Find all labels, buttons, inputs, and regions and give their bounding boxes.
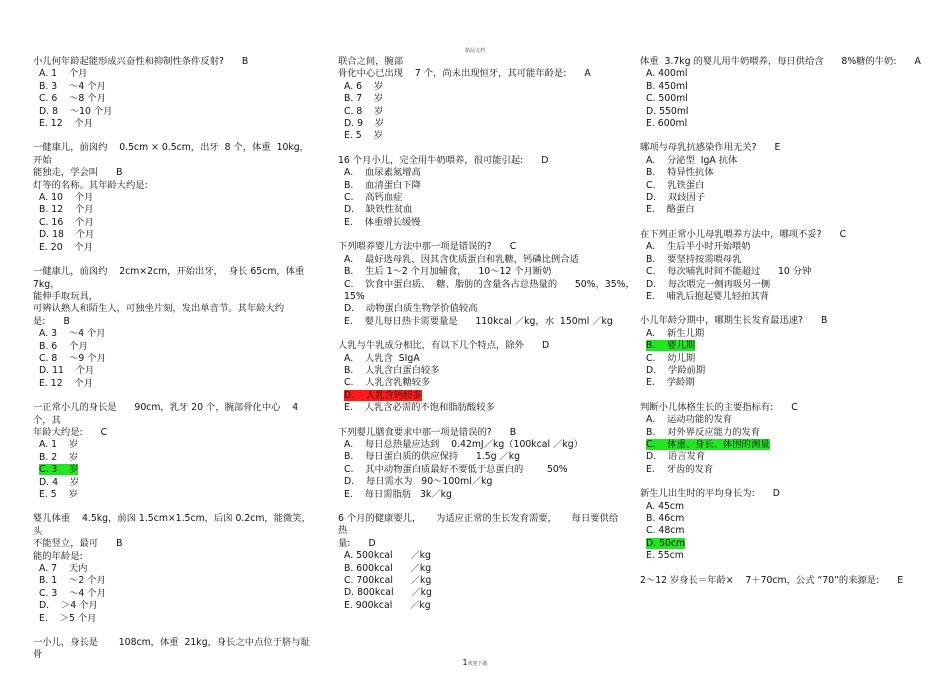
option-text: C. 6 ～8 个月 bbox=[39, 93, 106, 105]
option-text: D. 缺铁性贫血 bbox=[344, 204, 413, 216]
option-item bbox=[640, 414, 922, 426]
option-item bbox=[640, 279, 922, 291]
option-item bbox=[33, 600, 315, 612]
question-stem bbox=[338, 241, 620, 253]
option-item bbox=[338, 316, 620, 328]
highlighted-option-text: C. 体重、身长、体围的测量 bbox=[646, 438, 770, 450]
option-text: C. 8 ～9 个月 bbox=[39, 352, 106, 364]
option-text: E. 哺乳后抱起婴儿轻拍其背 bbox=[646, 290, 769, 302]
option-text: E. ＞5 个月 bbox=[39, 612, 97, 624]
question-block bbox=[33, 142, 315, 254]
option-text: B. 1 ～2 个月 bbox=[39, 575, 106, 587]
option-text: C. 500ml bbox=[646, 93, 688, 105]
option-item bbox=[33, 563, 315, 575]
question-stem bbox=[640, 488, 922, 500]
option-text: E. 5 岁 bbox=[39, 489, 78, 500]
option-item bbox=[640, 365, 922, 377]
option-text: B. 每日蛋白质的供应保持 1.5g ／kg bbox=[344, 451, 521, 463]
option-text: D. 9 岁 bbox=[344, 118, 385, 130]
option-text: B. 对外界反应能力的发育 bbox=[646, 426, 761, 438]
option-item bbox=[33, 378, 315, 390]
answer-letter: B bbox=[116, 167, 123, 179]
question-stem bbox=[33, 316, 315, 328]
question-stem bbox=[33, 167, 315, 179]
option-item bbox=[640, 155, 922, 167]
question-text: 年龄大约是: bbox=[33, 426, 83, 438]
question-text: 骨化中心已出现 7 个，尚未出现恒牙，其可能年龄是: bbox=[338, 68, 567, 80]
option-item bbox=[338, 130, 620, 142]
option-text: A. 6 岁 bbox=[344, 80, 384, 92]
question-text: 可辨认熟人和陌生人，可独坐片刻，发出单音节。其年龄大约 bbox=[33, 303, 285, 315]
option-text: E. 900kcal ／kg bbox=[344, 599, 431, 611]
option-item bbox=[338, 81, 620, 93]
option-item bbox=[338, 365, 620, 377]
question-block bbox=[33, 402, 315, 501]
question-text: 联合之间，腕部 bbox=[338, 56, 404, 67]
answer-letter: B bbox=[116, 538, 123, 550]
question-stem bbox=[33, 266, 315, 291]
option-text: A. 最好选母乳，因其含优质蛋白和乳糖，钙磷比例合适 bbox=[344, 253, 579, 265]
option-text: C. 高钙血症 bbox=[344, 192, 403, 204]
option-item bbox=[640, 254, 922, 266]
question-stem bbox=[338, 56, 620, 68]
page-header: 精品文档 bbox=[464, 48, 485, 54]
answer-letter: B bbox=[820, 315, 828, 327]
option-text: D. 11 个月 bbox=[39, 365, 95, 377]
question-block bbox=[338, 155, 620, 229]
option-text: A. 1 个月 bbox=[39, 68, 88, 80]
question-stem bbox=[640, 229, 922, 241]
question-text: 一健康儿，前囟约 2cm×2cm，开始出牙， 身长 65cm，体重 7kg， bbox=[33, 266, 308, 290]
question-block bbox=[33, 266, 315, 390]
question-text: 判断小儿体格生长的主要指标有: bbox=[640, 401, 774, 413]
question-stem bbox=[33, 538, 315, 550]
option-text: D. ＞4 个月 bbox=[39, 600, 98, 612]
option-text: E. 55cm bbox=[646, 550, 684, 562]
answer-letter: B bbox=[509, 426, 517, 438]
option-item bbox=[33, 242, 315, 254]
question-stem bbox=[338, 155, 620, 167]
question-stem bbox=[33, 56, 315, 68]
question-stem bbox=[640, 402, 922, 414]
option-text: A. 400ml bbox=[646, 68, 688, 80]
option-item bbox=[338, 291, 620, 303]
column-left bbox=[33, 56, 315, 674]
answer-letter: E bbox=[897, 574, 904, 586]
question-stem bbox=[33, 303, 315, 315]
question-block bbox=[338, 241, 635, 328]
option-text: B. 450ml bbox=[646, 80, 688, 92]
option-item bbox=[338, 278, 635, 291]
option-text: A. 500kcal ／kg bbox=[344, 550, 431, 562]
question-text: 16 个月小儿，完全用牛奶喂养，很可能引起: bbox=[338, 154, 524, 166]
option-item bbox=[338, 106, 620, 118]
option-text: D. 18 个月 bbox=[39, 229, 95, 241]
option-item bbox=[640, 328, 922, 340]
option-text: E. 婴儿每日热卡需要量是 110kcal ／kg，水 150ml ／kg bbox=[344, 315, 613, 327]
option-text: E. 人乳含必需的不饱和脂肪酸较多 bbox=[344, 402, 495, 414]
option-text: A. 分泌型 IgA 抗体 bbox=[646, 154, 738, 166]
option-item bbox=[640, 353, 922, 365]
option-item bbox=[640, 439, 922, 451]
question-text: 下列婴儿膳食要求中那一项是错误的? bbox=[338, 426, 492, 438]
option-text: C. 饮食中蛋白质、 糖、脂肪的含量各占总热量的 50%，35%， bbox=[344, 278, 635, 290]
option-item bbox=[338, 587, 620, 599]
option-text: E. 酪蛋白 bbox=[646, 204, 695, 216]
option-item bbox=[33, 81, 315, 93]
option-text: B. 12 个月 bbox=[39, 204, 94, 216]
question-text: 6 个月的健康婴儿， 为适应正常的生长发育需要， 每日要供给热 bbox=[338, 513, 619, 537]
question-text: 小儿年龄分期中，哪期生长发育最迅速? bbox=[640, 315, 803, 327]
option-item bbox=[640, 93, 922, 105]
answer-letter: B bbox=[241, 56, 249, 67]
question-text: 一小儿，身长是 108cm，体重 21kg，身长之中点位于脐与耻骨 bbox=[33, 637, 310, 661]
option-item bbox=[640, 266, 922, 278]
option-text: C. 其中动物蛋白质最好不要低于总蛋白的 50% bbox=[344, 463, 568, 475]
option-text: D. 语言发育 bbox=[646, 451, 706, 463]
question-stem bbox=[640, 575, 922, 587]
option-item bbox=[338, 489, 620, 501]
option-item bbox=[640, 464, 922, 476]
question-stem bbox=[640, 142, 922, 154]
question-stem bbox=[33, 402, 315, 427]
option-item bbox=[338, 204, 620, 216]
answer-letter: D bbox=[772, 488, 780, 500]
option-item bbox=[33, 477, 315, 489]
option-text: B. 血清蛋白下降 bbox=[344, 179, 421, 191]
option-text: E. 12 个月 bbox=[39, 118, 94, 130]
option-text: C. 人乳含乳糖较多 bbox=[344, 377, 431, 389]
question-stem bbox=[338, 427, 620, 439]
answer-letter: A bbox=[914, 56, 921, 67]
question-block bbox=[33, 513, 315, 625]
answer-letter: D bbox=[541, 154, 549, 166]
option-item bbox=[640, 538, 922, 550]
option-item bbox=[338, 254, 620, 266]
option-text: B. 3 ～4 个月 bbox=[39, 80, 106, 92]
option-item bbox=[640, 525, 922, 537]
option-item bbox=[640, 550, 922, 562]
option-item bbox=[338, 118, 620, 130]
option-text: E. 牙齿的发育 bbox=[646, 463, 714, 475]
option-text: C. 16 个月 bbox=[39, 216, 94, 228]
option-item bbox=[338, 167, 620, 179]
option-text: D. 每日需水为 90～100ml／kg bbox=[344, 476, 493, 488]
option-text: E. 学龄期 bbox=[646, 377, 695, 389]
option-item bbox=[338, 600, 620, 612]
option-item bbox=[640, 118, 922, 130]
question-text: 能独走，学会叫 bbox=[33, 167, 99, 179]
option-item bbox=[33, 588, 315, 600]
option-text: A. 新生儿期 bbox=[646, 327, 705, 339]
option-text: B. 特异性抗体 bbox=[646, 167, 714, 179]
question-stem bbox=[33, 427, 315, 439]
question-block bbox=[640, 142, 922, 216]
option-text: C. 3 ～4 个月 bbox=[39, 587, 106, 599]
question-text: 一健康儿，前囟约 0.5cm × 0.5cm，出牙 8 个，体重 10kg，开始 bbox=[33, 142, 309, 166]
answer-letter: C bbox=[100, 426, 108, 438]
column-right bbox=[640, 56, 922, 599]
option-text: A. 3 ～4 个月 bbox=[39, 328, 106, 340]
option-item bbox=[338, 192, 620, 204]
question-text: 下列喂养婴儿方法中那一项是错误的? bbox=[338, 241, 492, 253]
highlighted-option-text: B. 婴儿期 bbox=[646, 340, 696, 352]
question-text: 一正常小儿的身长是 90cm，乳牙 20 个，腕部骨化中心 4 个，其 bbox=[33, 402, 302, 426]
option-item bbox=[33, 452, 315, 464]
option-item bbox=[338, 390, 620, 402]
option-text: D. 双歧因子 bbox=[646, 192, 706, 204]
question-text: 婴儿体重 4.5kg，前囟 1.5cm×1.5cm，后囟 0.2cm，能微笑，头 bbox=[33, 513, 311, 537]
question-block bbox=[640, 229, 922, 303]
question-block bbox=[338, 427, 620, 501]
question-block bbox=[33, 56, 315, 130]
page-footer bbox=[0, 658, 950, 667]
option-item bbox=[33, 217, 315, 229]
question-block bbox=[640, 575, 922, 587]
answer-letter: C bbox=[509, 241, 517, 253]
option-item bbox=[640, 106, 922, 118]
option-text: D. 550ml bbox=[646, 105, 689, 117]
question-stem bbox=[338, 68, 620, 80]
option-item bbox=[33, 192, 315, 204]
option-item bbox=[33, 613, 315, 625]
answer-letter: D bbox=[368, 537, 376, 549]
option-item bbox=[33, 489, 315, 501]
option-text: C. 48cm bbox=[646, 525, 685, 537]
option-text: D. 4 岁 bbox=[39, 476, 80, 488]
option-item bbox=[338, 180, 620, 192]
option-item bbox=[33, 341, 315, 353]
answer-letter: D bbox=[541, 340, 550, 352]
answer-letter: E bbox=[774, 142, 781, 154]
question-stem bbox=[33, 513, 315, 538]
option-item bbox=[640, 241, 922, 253]
option-item bbox=[640, 204, 922, 216]
option-item bbox=[640, 513, 922, 525]
option-text: B. 2 岁 bbox=[39, 451, 79, 463]
question-block bbox=[640, 402, 922, 476]
option-item bbox=[33, 204, 315, 216]
option-item bbox=[33, 106, 315, 118]
option-item bbox=[338, 93, 620, 105]
option-text: D. 8 ～10 个月 bbox=[39, 105, 113, 117]
option-text: D. 学龄前期 bbox=[646, 364, 706, 376]
option-item bbox=[338, 303, 620, 315]
question-text: 在下列正常小儿母乳喂养方法中，哪项不妥? bbox=[640, 228, 822, 240]
option-item bbox=[338, 451, 620, 463]
option-text: E. 20 个月 bbox=[39, 241, 94, 253]
option-text: B. 生后 1～2 个月加辅食， 10～12 个月断奶 bbox=[344, 266, 552, 278]
question-text: 能伸手取玩具， bbox=[33, 290, 99, 302]
option-text: C. 幼儿期 bbox=[646, 352, 696, 364]
question-text: 能的年龄是: bbox=[33, 550, 83, 562]
option-text: E. 12 个月 bbox=[39, 377, 94, 389]
option-text: A. 人乳含 SIgA bbox=[344, 352, 420, 364]
option-item bbox=[640, 180, 922, 192]
question-text: 小儿何年龄起能形成兴奋性和抑制性条件反射? bbox=[33, 56, 224, 67]
option-text: E. 每日需脂肪 3k／kg bbox=[344, 488, 452, 500]
question-block bbox=[640, 56, 922, 130]
option-item bbox=[338, 476, 620, 488]
option-text: B. 46cm bbox=[646, 513, 685, 524]
highlighted-option-text: C. 3 岁 bbox=[39, 464, 79, 476]
option-item bbox=[33, 353, 315, 365]
question-text: 灯等的名称。其年龄大约是: bbox=[33, 179, 148, 191]
option-item bbox=[640, 501, 922, 513]
question-block bbox=[640, 488, 922, 562]
question-text: 是: bbox=[33, 315, 46, 327]
option-text: B. 要坚持按需喂母乳 bbox=[646, 253, 742, 265]
highlighted-option-text: D. 人乳含钙较多 bbox=[344, 389, 422, 401]
question-text: 哪项与母乳抗感染作用无关? bbox=[640, 142, 757, 154]
option-item bbox=[640, 451, 922, 463]
option-text: B. 6 个月 bbox=[39, 340, 88, 352]
question-text: 不能竖立，最可 bbox=[33, 538, 99, 550]
question-stem bbox=[338, 538, 620, 550]
option-item bbox=[338, 464, 620, 476]
option-item bbox=[640, 427, 922, 439]
option-item bbox=[33, 575, 315, 587]
question-text: 人乳与牛乳成分相比，有以下几个特点，除外 bbox=[338, 340, 524, 352]
option-item bbox=[338, 439, 620, 451]
option-text: A. 7 天内 bbox=[39, 563, 88, 575]
question-text: 2～12 岁身长＝年龄× 7＋70cm，公式 “70”的来源是: bbox=[640, 574, 880, 586]
option-item bbox=[33, 464, 315, 476]
option-item bbox=[338, 402, 620, 414]
question-text: 量: bbox=[338, 537, 351, 549]
option-text: D. 动物蛋白质生物学价值较高 bbox=[344, 303, 478, 315]
option-item bbox=[640, 377, 922, 389]
option-item bbox=[640, 81, 922, 93]
option-item bbox=[33, 328, 315, 340]
question-stem bbox=[33, 142, 315, 167]
highlighted-option-text: D. 50cm bbox=[646, 537, 686, 549]
option-text: E. 5 岁 bbox=[344, 130, 383, 142]
question-stem bbox=[640, 56, 922, 68]
option-item bbox=[338, 563, 620, 575]
option-item bbox=[640, 291, 922, 303]
option-text: E. 600ml bbox=[646, 118, 688, 130]
option-text: A. 血尿素氮增高 bbox=[344, 167, 421, 179]
option-item bbox=[338, 550, 620, 562]
option-item bbox=[640, 68, 922, 80]
question-text: 体重 3.7kg 的婴儿用牛奶喂养，每日供给含 8%糖的牛奶: bbox=[640, 56, 897, 67]
option-item bbox=[33, 439, 315, 451]
option-item bbox=[338, 575, 620, 587]
option-item bbox=[640, 167, 922, 179]
option-item bbox=[640, 340, 922, 352]
option-item bbox=[338, 217, 620, 229]
answer-letter: A bbox=[584, 68, 591, 80]
option-text: C. 8 岁 bbox=[344, 105, 384, 117]
option-text: E. 体重增长缓慢 bbox=[344, 216, 421, 228]
question-block bbox=[640, 315, 922, 389]
option-text: B. 7 岁 bbox=[344, 93, 384, 105]
column-middle bbox=[338, 56, 635, 624]
option-text: B. 人乳含白蛋白较多 bbox=[344, 364, 440, 376]
question-stem bbox=[33, 291, 315, 303]
option-item bbox=[33, 118, 315, 130]
question-stem bbox=[640, 315, 922, 327]
option-text: C. 乳铁蛋白 bbox=[646, 179, 705, 191]
question-stem bbox=[338, 513, 620, 538]
answer-letter: C bbox=[791, 401, 798, 413]
option-item bbox=[33, 93, 315, 105]
option-text: A. 每日总热量应达到 0.42mJ／kg（100kcal ／kg） bbox=[344, 438, 583, 450]
question-text: 新生儿出生时的平均身长为: bbox=[640, 488, 755, 500]
option-item bbox=[338, 377, 620, 389]
option-item bbox=[338, 353, 620, 365]
option-item bbox=[640, 192, 922, 204]
question-block bbox=[338, 513, 620, 612]
option-text: A. 10 个月 bbox=[39, 192, 94, 204]
question-block bbox=[338, 56, 620, 143]
option-item bbox=[33, 365, 315, 377]
option-text: A. 生后半小时开始喂奶 bbox=[646, 241, 751, 253]
answer-letter: B bbox=[63, 315, 70, 327]
option-text: C. 700kcal ／kg bbox=[344, 575, 432, 587]
question-block bbox=[338, 340, 620, 414]
option-item bbox=[33, 229, 315, 241]
option-text: D. 800kcal ／kg bbox=[344, 587, 432, 599]
option-text: 15% bbox=[344, 290, 365, 302]
option-text: B. 600kcal ／kg bbox=[344, 562, 432, 574]
option-text: A. 运动功能的发育 bbox=[646, 414, 733, 426]
option-item bbox=[33, 68, 315, 80]
question-stem bbox=[338, 340, 620, 352]
footer-text: 欢迎下载 bbox=[467, 661, 488, 667]
answer-letter: C bbox=[839, 228, 847, 240]
page-number: 1 bbox=[462, 658, 468, 667]
option-text: A. 45cm bbox=[646, 500, 685, 512]
option-text: D. 每次喂完一侧再吸另一侧 bbox=[646, 278, 771, 290]
option-text: C. 每次哺乳时间不能超过 10 分钟 bbox=[646, 266, 812, 278]
option-item bbox=[338, 266, 620, 278]
option-text: A. 1 岁 bbox=[39, 439, 79, 451]
